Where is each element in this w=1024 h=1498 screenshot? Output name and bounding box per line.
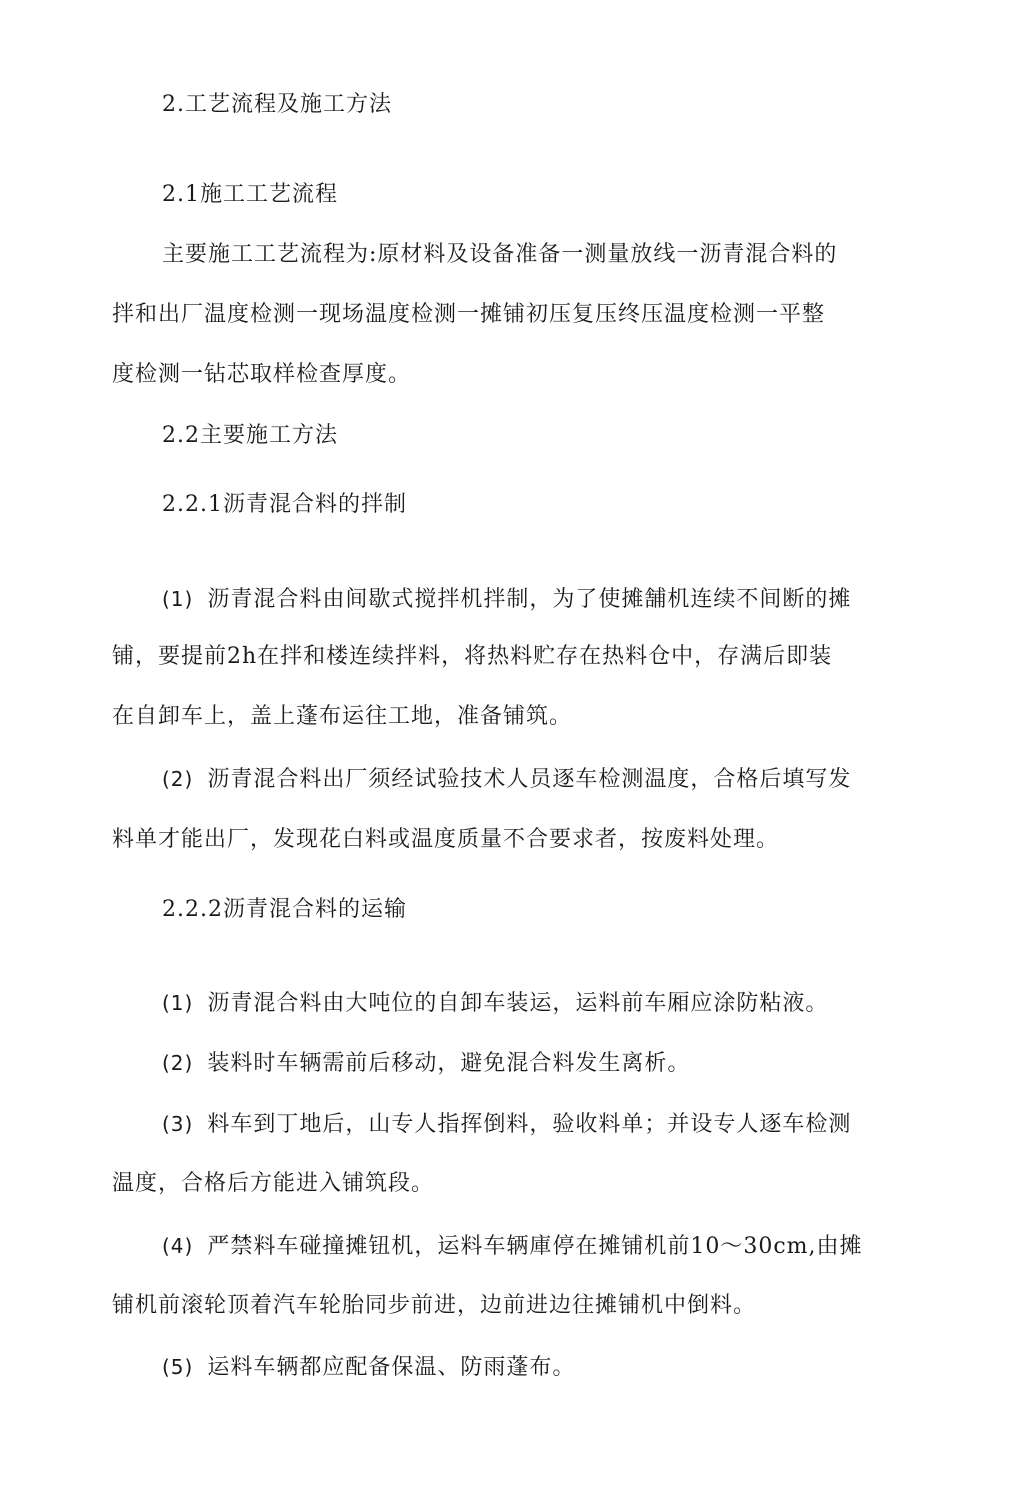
paragraph-line: 在自卸车上，盖上蓬布运往工地，准备铺筑。 xyxy=(112,704,573,729)
item-number: (2) xyxy=(162,1051,194,1075)
item-text: 沥青混合料出厂须经试验技术人员逐车检测温度，合格后填写发 xyxy=(207,767,852,792)
list-item xyxy=(162,1231,863,1262)
subsubsection-heading: 2.2.1沥青混合料的拌制 xyxy=(162,492,407,517)
list-item xyxy=(162,584,851,615)
paragraph-line: 拌和出厂温度检测一现场温度检测一摊铺初压复压终压温度检测一平整 xyxy=(112,302,826,327)
section-heading: 2.工艺流程及施工方法 xyxy=(162,92,392,117)
paragraph-line: 度检测一钻芯取样检查厚度。 xyxy=(112,362,412,387)
item-number: (3) xyxy=(162,1112,194,1136)
subsection-heading: 2.1施工工艺流程 xyxy=(162,182,338,207)
paragraph-line: 铺，要提前2h在拌和楼连续拌料，将热料贮存在热料仓中，存满后即装 xyxy=(112,644,833,669)
item-text: 料车到丁地后，山专人指挥倒料，验收料单；并设专人逐车检测 xyxy=(207,1112,852,1137)
list-item xyxy=(162,1109,851,1140)
item-text: 严禁料车碰撞摊钮机，运料车辆庫停在摊铺机前10～30cm,由摊 xyxy=(207,1234,863,1259)
list-item xyxy=(162,1048,690,1079)
list-item xyxy=(162,1352,575,1383)
subsubsection-heading: 2.2.2沥青混合料的运输 xyxy=(162,897,407,922)
item-text: 沥青混合料由间歇式搅拌机拌制，为了使摊舗机连续不间断的摊 xyxy=(207,587,852,612)
item-text: 装料时车辆需前后移动，避免混合料发生离析。 xyxy=(207,1051,691,1076)
paragraph-line: 铺机前滚轮顶着汽车轮胎同步前进，边前进边往摊铺机中倒料。 xyxy=(112,1293,757,1318)
paragraph-line: 主要施工工艺流程为:原材料及设备准备一测量放线一沥青混合料的 xyxy=(162,242,838,267)
paragraph-line: 料单才能出厂，发现花白料或温度质量不合要求者，按废料处理。 xyxy=(112,827,780,852)
item-number: (5) xyxy=(162,1355,194,1379)
item-number: (1) xyxy=(162,587,194,611)
list-item xyxy=(162,764,851,795)
subsection-heading: 2.2主要施工方法 xyxy=(162,423,338,448)
list-item xyxy=(162,988,828,1019)
paragraph-line: 温度，合格后方能进入铺筑段。 xyxy=(112,1171,435,1196)
item-text: 沥青混合料由大吨位的自卸车装运，运料前车厢应涂防粘液。 xyxy=(207,991,829,1016)
item-number: (1) xyxy=(162,991,194,1015)
item-number: (2) xyxy=(162,767,194,791)
item-text: 运料车辆都应配备保温、防雨蓬布。 xyxy=(207,1355,576,1380)
item-number: (4) xyxy=(162,1234,194,1258)
